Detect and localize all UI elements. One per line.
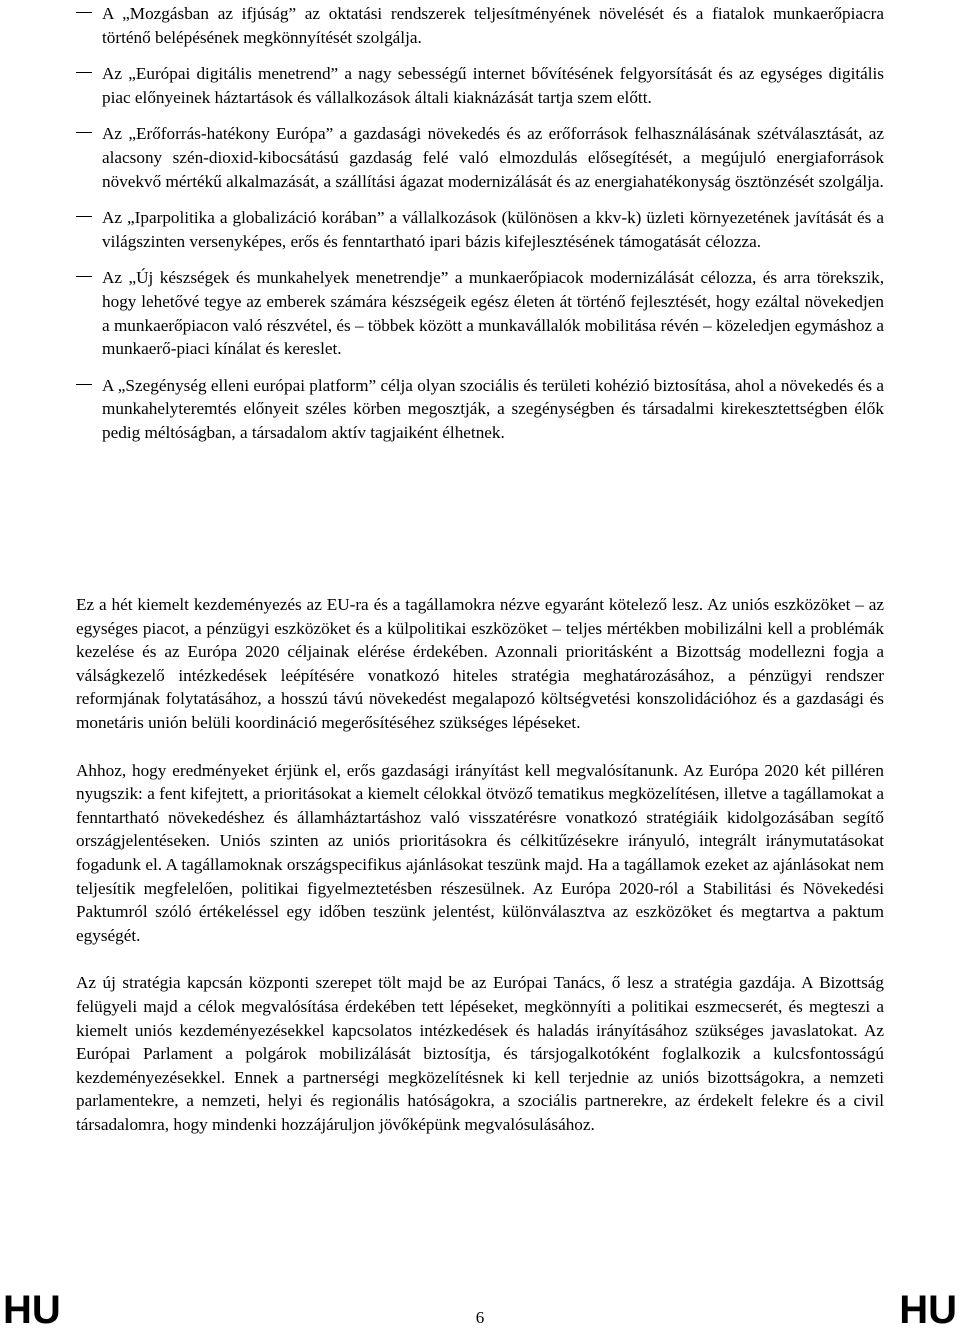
- dash-bullet-icon: [76, 132, 92, 133]
- list-item: [76, 374, 884, 445]
- paragraph: Ahhoz, hogy eredményeket érjünk el, erős gazdasági irányítást kell megvalósítanunk. Az Európa 2020 két pilléren nyugszik: a fent kifejtett, a prioritásokat a kiemelt célokkal ötvöző tematikus megközelítésen, illetve a tagállamokat a fenntartható növekedéshez és államháztartáshoz való visszatérésre vonatkozó stratégiáik kidolgozásában segítő országjelentéseken. Uniós szinten az uniós prioritásokra és célkitűzésekre irányuló, integrált iránymutatásokat fogadunk el. A tagállamoknak országspecifikus ajánlásokat teszünk majd. Ha a tagállamok ezeket az ajánlásokat nem teljesítik megfelelően, politikai figyelmeztetésben részesülnek. Az Európa 2020-ról a Stabilitási és Növekedési Paktumról szóló értékeléssel egy időben teszünk jelentést, különválasztva az eszközöket és megtartva a paktum egységét.: [76, 760, 884, 945]
- list-item-text: Az „Iparpolitika a globalizáció korában” a vállalkozások (különösen a kkv-k) üzleti környezetének javítását és a világszinten versenyképes, erős és fenntartható ipari bázis kifejlesztésének támogatását célozza.: [102, 208, 884, 251]
- dash-bullet-icon: [76, 72, 92, 73]
- paragraph: Az új stratégia kapcsán központi szerepet tölt majd be az Európai Tanács, ő lesz a stratégia gazdája. A Bizottság felügyeli majd a célok megvalósítása érdekében tett lépéseket, megkönnyíti a politikai eszmecserét, és megteszi a kiemelt uniós kezdeményezésekkel kapcsolatos intézkedések és haladás irányításához szükséges javaslatokat. Az Európai Parlament a polgárok mobilizálását biztosítja, és társjogalkotóként foglalkozik a kulcsfontosságú kezdeményezésekkel. Ennek a partnerségi megközelítésnek ki kell terjednie az uniós bizottságokra, a nemzeti parlamentekre, a nemzeti, helyi és regionális hatóságokra, a szociális partnerekre, az érdekelt felekre és a civil társadalomra, hogy mindenki hozzájáruljon jövőképünk megvalósulásához.: [76, 973, 884, 1134]
- page-number: 6: [475, 1308, 485, 1327]
- list-item: [76, 2, 884, 49]
- dash-bullet-icon: [76, 276, 92, 277]
- dash-bullet-icon: [76, 384, 92, 385]
- paragraph: Ez a hét kiemelt kezdeményezés az EU-ra és a tagállamokra nézve egyaránt kötelező lesz. Az uniós eszközöket – az egységes piacot, a pénzügyi eszközöket és a külpolitikai eszközöket – teljes mértékben mobilizálni kell a problémák kezelése és az Európa 2020 céljainak elérése érdekében. Azonnali prioritásként a Bizottság modellezni fogja a válságkezelő intézkedések leépítésére vonatkozó hiteles stratégia meghatározásához, a pénzügyi rendszer reformjának folytatásához, a hosszú távú növekedést megalapozó költségvetési konszolidációhoz és a gazdasági és monetáris unión belüli koordináció megerősítéséhez szükséges lépéseket.: [76, 595, 884, 732]
- list-item-text: Az „Európai digitális menetrend” a nagy sebességű internet bővítésének felgyorsítását és az egységes digitális piac előnyeinek háztartások és vállalkozások általi kiaknázását tartja szem előtt.: [102, 64, 884, 107]
- list-item: [76, 122, 884, 193]
- initiatives-list: [76, 2, 884, 458]
- list-item-text: Az „Erőforrás-hatékony Európa” a gazdasági növekedés és az erőforrások felhasználásának szétválasztását, az alacsony szén-dioxid-kibocsátású gazdaság felé való elmozdulás elősegítését, a megújuló energiaforrások növekvő mértékű alkalmazását, a szállítási ágazat modernizálását és az energiahatékonyság ösztönzését szolgálja.: [102, 124, 884, 191]
- list-item: [76, 62, 884, 109]
- dash-bullet-icon: [76, 12, 92, 13]
- body-text: [76, 593, 884, 1160]
- list-item-text: Az „Új készségek és munkahelyek menetrendje” a munkaerőpiacok modernizálását célozza, és arra törekszik, hogy lehetővé tegye az emberek számára készségeik egész életen át történő fejlesztését, hogy ezáltal növekedjen a munkaerőpiacon való részvétel, és – többek között a munkavállalók mobilitása révén – közeledjen egymáshoz a munkaerő-piaci kínálat és kereslet.: [102, 268, 884, 359]
- list-item-text: A „Mozgásban az ifjúság” az oktatási rendszerek teljesítményének növelését és a fiatalok munkaerőpiacra történő belépésének megkönnyítését szolgálja.: [102, 4, 884, 47]
- dash-bullet-icon: [76, 216, 92, 217]
- footer-language-code-left: HU: [3, 1288, 61, 1332]
- list-item: [76, 206, 884, 253]
- footer-language-code-right: HU: [899, 1288, 957, 1332]
- list-item-text: A „Szegénység elleni európai platform” célja olyan szociális és területi kohézió biztosítása, ahol a növekedés és a munkahelyteremtés előnyeit széles körben megosztják, a szegénységben és társadalmi kirekesztettségben élők pedig méltóságban, a társadalom aktív tagjaiként élhetnek.: [102, 375, 884, 442]
- list-item: [76, 266, 884, 360]
